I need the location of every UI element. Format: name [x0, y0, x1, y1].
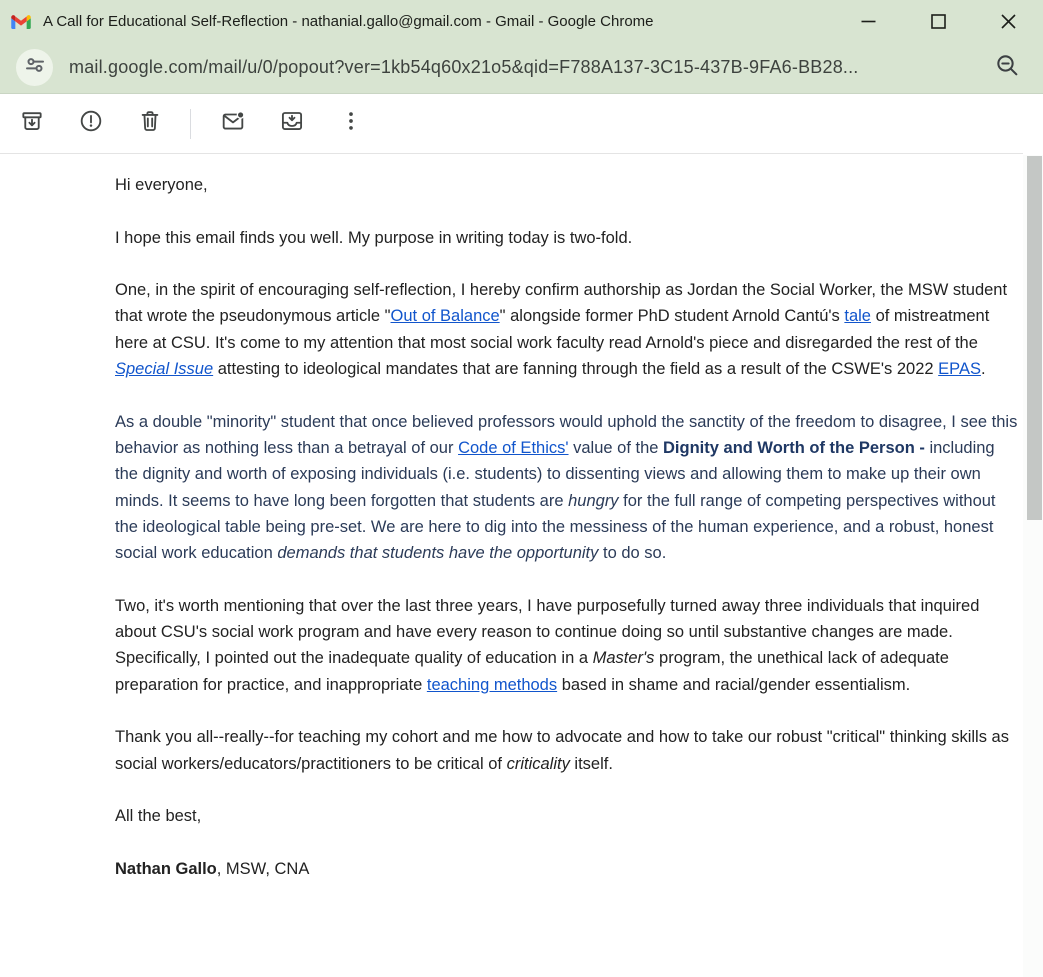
email-body: [0, 154, 1023, 912]
text-run: " alongside former PhD student Arnold Cantú's: [499, 307, 845, 326]
email-link[interactable]: Special Issue: [115, 360, 214, 379]
mark-unread-button[interactable]: [209, 100, 257, 148]
text-run: to do so.: [598, 544, 667, 563]
archive-icon: [19, 108, 45, 139]
text-run: Thank you all--really--for teaching my cohort and me how to advocate and how to take our robust "critical" thinking skills as social workers/educators/practitioners to be critical of: [115, 728, 1009, 773]
email-paragraph: [115, 803, 1020, 829]
text-run: .: [980, 360, 986, 379]
text-run: hungry: [568, 491, 619, 510]
gmail-favicon-icon: [11, 13, 31, 29]
maximize-button[interactable]: [903, 0, 973, 42]
close-button[interactable]: [973, 0, 1043, 42]
text-run: program, the unethical lack of adequate preparation for practice, and inappropriate: [115, 649, 949, 694]
email-link[interactable]: teaching methods: [426, 675, 558, 694]
text-run: for the full range of competing perspectives without the ideological table being pre-set. We are here to dig into the messiness of the human experience, and a robust, honest social work education: [115, 491, 996, 563]
text-run: Nathan Gallo: [115, 859, 217, 878]
text-run: As a double "minority" student that once believed professors would uphold the sanctity of the freedom to disagree, I see this behavior as nothing less than a betrayal of our: [115, 412, 1018, 457]
zoom-indicator-button[interactable]: [987, 48, 1027, 88]
mark-unread-icon: [220, 108, 246, 139]
move-to-icon: [279, 108, 305, 139]
text-run: Two, it's worth mentioning that over the last three years, I have purposefully turned away three individuals that inquired about CSU's social work program and have every reason to continue doing so until substantive changes are made. Specifically, I pointed out the inadequate quality of education in a: [115, 596, 980, 668]
email-paragraph: [115, 724, 1020, 777]
text-run: based in shame and racial/gender essentialism.: [557, 675, 911, 694]
email-paragraph: [115, 172, 1020, 198]
toolbar-separator: [190, 109, 191, 139]
text-run: of mistreatment here at CSU. It's come to my attention that most social work faculty read Arnold's piece and disregarded the rest of the: [115, 307, 990, 352]
text-run: attesting to ideological mandates that are fanning through the field as a result of the CSWE's 2022: [213, 360, 939, 379]
archive-button[interactable]: [8, 100, 56, 148]
window-controls: [833, 0, 1043, 42]
email-link[interactable]: Out of Balance: [390, 307, 500, 326]
text-run: , MSW, CNA: [216, 859, 310, 878]
text-run: Hi everyone,: [115, 176, 208, 194]
tune-icon: [23, 53, 47, 82]
email-paragraph: [115, 277, 1020, 382]
email-link[interactable]: tale: [844, 307, 871, 326]
report-spam-icon: [78, 108, 104, 139]
delete-icon: [137, 108, 163, 139]
text-run: criticality: [506, 754, 570, 773]
move-to-button[interactable]: [268, 100, 316, 148]
window-title: A Call for Educational Self-Reflection - nathanial.gallo@gmail.com - Gmail - Google Chrome: [43, 12, 654, 30]
email-paragraph: [115, 856, 1020, 882]
email-link[interactable]: Code of Ethics': [458, 438, 569, 457]
site-settings-button[interactable]: [16, 49, 53, 86]
more-options-icon: [338, 108, 364, 139]
text-run: Dignity and Worth of the Person -: [663, 438, 930, 457]
text-run: demands that students have the opportunity: [277, 544, 599, 563]
text-run: value of the: [568, 438, 664, 457]
gmail-toolbar: [0, 94, 1023, 154]
text-run: One, in the spirit of encouraging self-reflection, I hereby confirm authorship as Jordan the Social Worker, the MSW student that wrote the pseudonymous article ": [115, 281, 1008, 326]
url-text: mail.google.com/mail/u/0/popout?ver=1kb54q60x21o5&qid=F788A137-3C15-437B-9FA6-BB28...: [69, 57, 859, 77]
text-run: All the best,: [115, 807, 202, 826]
minimize-button[interactable]: [833, 0, 903, 42]
email-paragraph: [115, 409, 1020, 567]
email-paragraph: [115, 225, 1020, 251]
text-run: Master's: [592, 649, 655, 668]
report-spam-button[interactable]: [67, 100, 115, 148]
zoom-out-icon: [994, 52, 1020, 83]
delete-button[interactable]: [126, 100, 174, 148]
email-link[interactable]: EPAS: [938, 360, 981, 379]
more-options-button[interactable]: [327, 100, 375, 148]
email-paragraph: [115, 593, 1020, 698]
text-run: itself.: [569, 754, 613, 773]
scrollbar-thumb[interactable]: [1027, 156, 1042, 520]
text-run: including the dignity and worth of exposing individuals (i.e. students) to dissenting views and allowing them to make up their own minds. It seems to have long been forgotten that students are: [115, 438, 995, 510]
scrollbar-track[interactable]: [1023, 155, 1043, 977]
address-bar[interactable]: [0, 42, 1043, 94]
window-titlebar: [0, 0, 1043, 42]
text-run: I hope this email finds you well. My purpose in writing today is two-fold.: [115, 228, 633, 247]
